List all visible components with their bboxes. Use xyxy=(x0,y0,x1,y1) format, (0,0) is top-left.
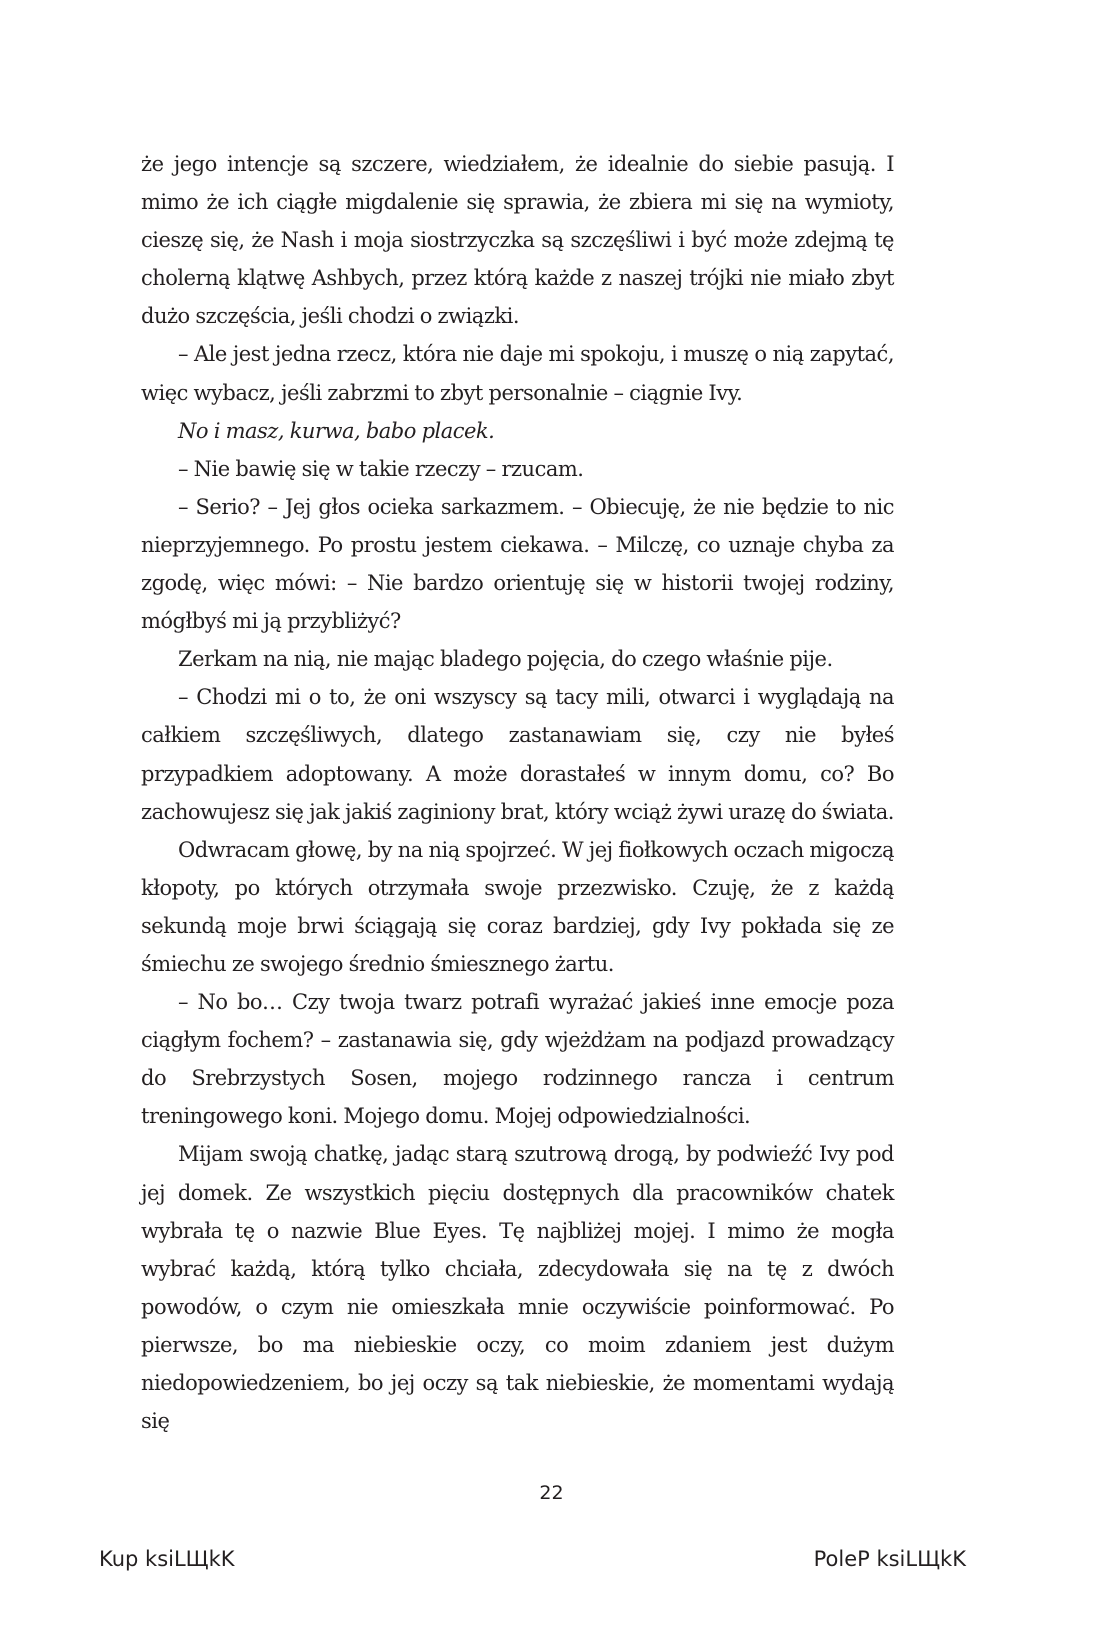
paragraph-continuation: że jego intencje są szczere, wiedziałem, że idealnie do siebie pasują. I mimo że ich ciągłe migdalenie się sprawia, że zbiera mi się na wymioty, cieszę się, że Nash i moja siostrzyczka są szczęśliwi i być może zdejmą tę cholerną klątwę Ashbych, przez którą każde z naszej trójki nie miało zbyt dużo szczęścia, jeśli chodzi o związki. xyxy=(141,152,894,329)
body-text xyxy=(141,145,894,1440)
recommend-book-link[interactable]: PoleP ksiLЩkK xyxy=(813,1547,966,1571)
page-number: 22 xyxy=(539,1482,564,1504)
paragraph-dialogue: – Serio? – Jej głos ocieka sarkazmem. – Obiecuję, że nie będzie to nic nieprzyjemnego. Po prostu jestem ciekawa. – Milczę, co uznaje chyba za zgodę, więc mówi: – Nie bardzo orientuję się w historii twojej rodziny, mógłbyś mi ją przybliżyć? xyxy=(141,494,894,634)
paragraph-narration: Odwracam głowę, by na nią spojrzeć. W jej fiołkowych oczach migoczą kłopoty, po których otrzymała swoje przezwisko. Czuję, że z każdą sekundą moje brwi ściągają się coraz bardziej, gdy Ivy pokłada się ze śmiechu ze swojego średnio śmiesznego żartu. xyxy=(141,837,894,976)
buy-book-link[interactable]: Kup ksiLЩkK xyxy=(99,1547,235,1571)
paragraph-dialogue: – Ale jest jedna rzecz, która nie daje mi spokoju, i muszę o nią zapytać, więc wybacz, jeśli zabrzmi to zbyt personalnie – ciągnie Ivy. xyxy=(141,342,894,405)
paragraph-dialogue: – No bo… Czy twoja twarz potrafi wyrażać jakieś inne emocje poza ciągłym fochem? – zastanawia się, gdy wjeżdżam na podjazd prowadzący do Srebrzystych Sosen, mojego rodzinnego rancza i centrum treningowego koni. Mojego domu. Mojej odpowiedzialności. xyxy=(141,990,894,1129)
paragraph-narration: Mijam swoją chatkę, jadąc starą szutrową drogą, by podwieźć Ivy pod jej domek. Ze wszystkich pięciu dostępnych dla pracowników chatek wybrała tę o nazwie Blue Eyes. Tę najbliżej mojej. I mimo że mogła wybrać każdą, którą tylko chciała, zdecydowała się na tę z dwóch powodów, o czym nie omieszkała mnie oczywiście poinformować. Po pierwsze, bo ma niebieskie oczy, co moim zdaniem jest dużym niedopowiedzeniem, bo jej oczy są tak niebieskie, że momentami wydają się xyxy=(141,1142,894,1434)
paragraph-dialogue: – Nie bawię się w takie rzeczy – rzucam. xyxy=(178,456,584,481)
paragraph-dialogue: – Chodzi mi o to, że oni wszyscy są tacy mili, otwarci i wyglądają na całkiem szczęśliwych, dlatego zastanawiam się, czy nie byłeś przypadkiem adoptowany. A może dorastałeś w innym domu, co? Bo zachowujesz się jak jakiś zaginiony brat, który wciąż żywi urazę do świata. xyxy=(141,685,894,824)
paragraph-narration: Zerkam na nią, nie mając bladego pojęcia, do czego właśnie pije. xyxy=(178,647,833,672)
paragraph-thought: No i masz, kurwa, babo placek. xyxy=(178,418,495,443)
